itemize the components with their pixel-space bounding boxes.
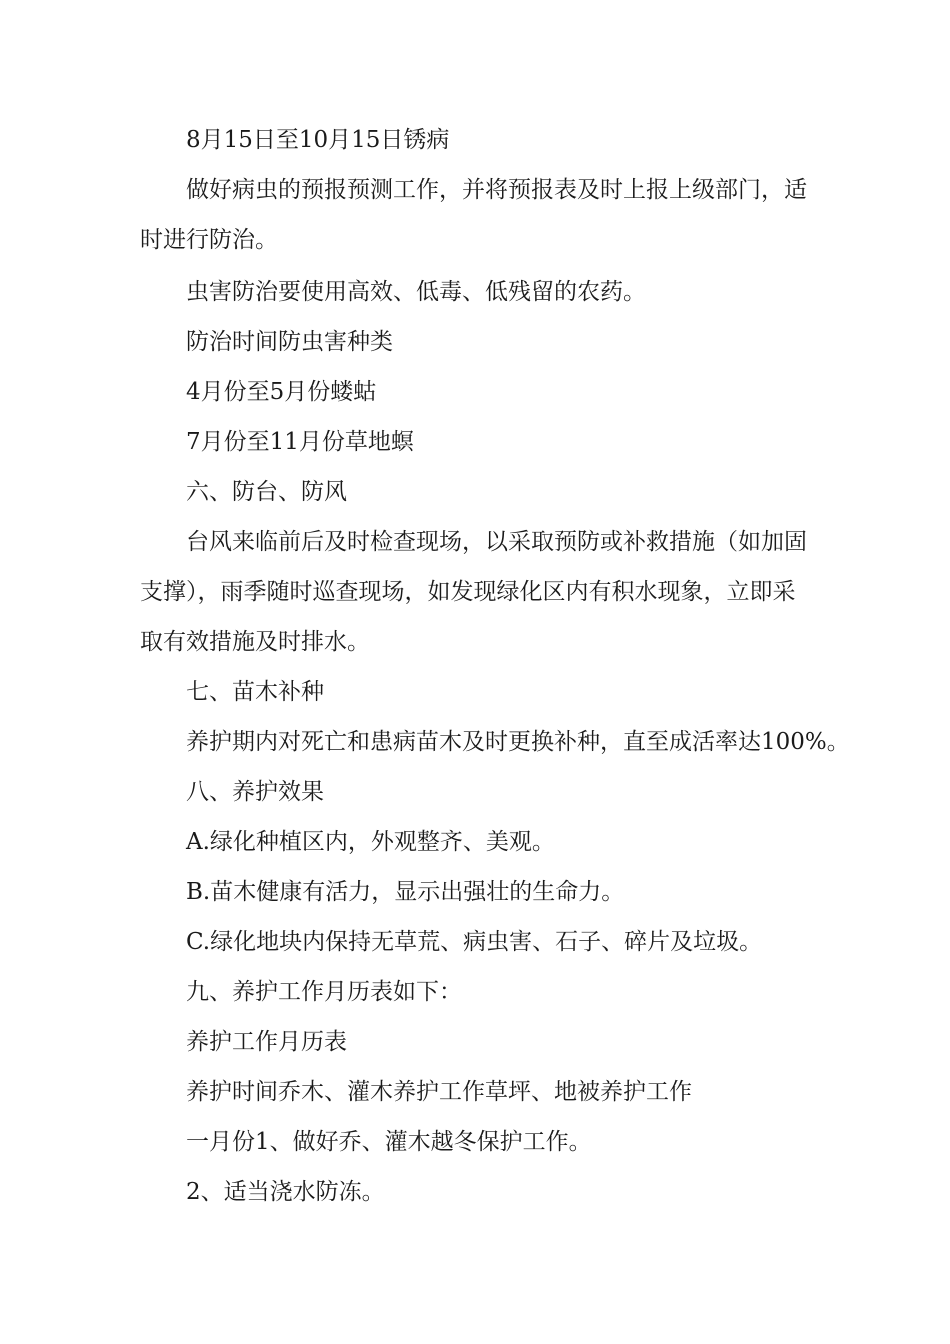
paragraph (140, 1167, 800, 1217)
paragraph (140, 717, 850, 767)
paragraph-line: C.绿化地块内保持无草荒、病虫害、石子、碎片及垃圾。 (186, 929, 763, 955)
list-item (140, 817, 800, 867)
paragraph-line: 养护工作月历表 (186, 1029, 347, 1055)
paragraph-line: 一月份1、做好乔、灌木越冬保护工作。 (186, 1129, 592, 1155)
paragraph-line: 8月15日至10月15日锈病 (186, 127, 450, 153)
paragraph (140, 267, 800, 317)
paragraph-line: 六、防台、防风 (186, 479, 347, 505)
paragraph (140, 417, 800, 467)
paragraph (140, 317, 800, 367)
paragraph-line: 九、养护工作月历表如下： (186, 979, 462, 1005)
paragraph-line: 取有效措施及时排水。 (140, 629, 370, 655)
paragraph-line: B.苗木健康有活力，显示出强壮的生命力。 (186, 879, 625, 905)
paragraph-line: 支撑），雨季随时巡查现场，如发现绿化区内有积水现象，立即采 (140, 579, 796, 605)
paragraph (140, 115, 800, 165)
section-heading (140, 667, 800, 717)
list-item (140, 867, 800, 917)
paragraph-line: 台风来临前后及时检查现场，以采取预防或补救措施（如加固 (186, 529, 807, 555)
paragraph (140, 1017, 800, 1067)
paragraph-line: 做好病虫的预报预测工作，并将预报表及时上报上级部门，适 (186, 177, 807, 203)
section-heading (140, 767, 800, 817)
list-item (140, 917, 800, 967)
section-heading (140, 967, 800, 1017)
paragraph-line: 4月份至5月份蝼蛄 (186, 379, 377, 405)
paragraph-line: 养护时间乔木、灌木养护工作草坪、地被养护工作 (186, 1079, 692, 1105)
paragraph (140, 517, 807, 667)
paragraph-line: 防治时间防虫害种类 (186, 329, 393, 355)
paragraph (140, 367, 800, 417)
section-heading (140, 467, 800, 517)
paragraph-line: 八、养护效果 (186, 779, 324, 805)
paragraph-line: A.绿化种植区内，外观整齐、美观。 (186, 829, 555, 855)
paragraph-line: 养护期内对死亡和患病苗木及时更换补种，直至成活率达100%。 (186, 729, 850, 755)
paragraph (140, 1067, 800, 1117)
paragraph-line: 虫害防治要使用高效、低毒、低残留的农药。 (186, 279, 646, 305)
paragraph-line: 7月份至11月份草地螟 (186, 429, 414, 455)
paragraph (140, 165, 807, 265)
paragraph (140, 1117, 800, 1167)
paragraph-line: 时进行防治。 (140, 227, 278, 253)
paragraph-line: 2、适当浇水防冻。 (186, 1179, 385, 1205)
paragraph-line: 七、苗木补种 (186, 679, 324, 705)
